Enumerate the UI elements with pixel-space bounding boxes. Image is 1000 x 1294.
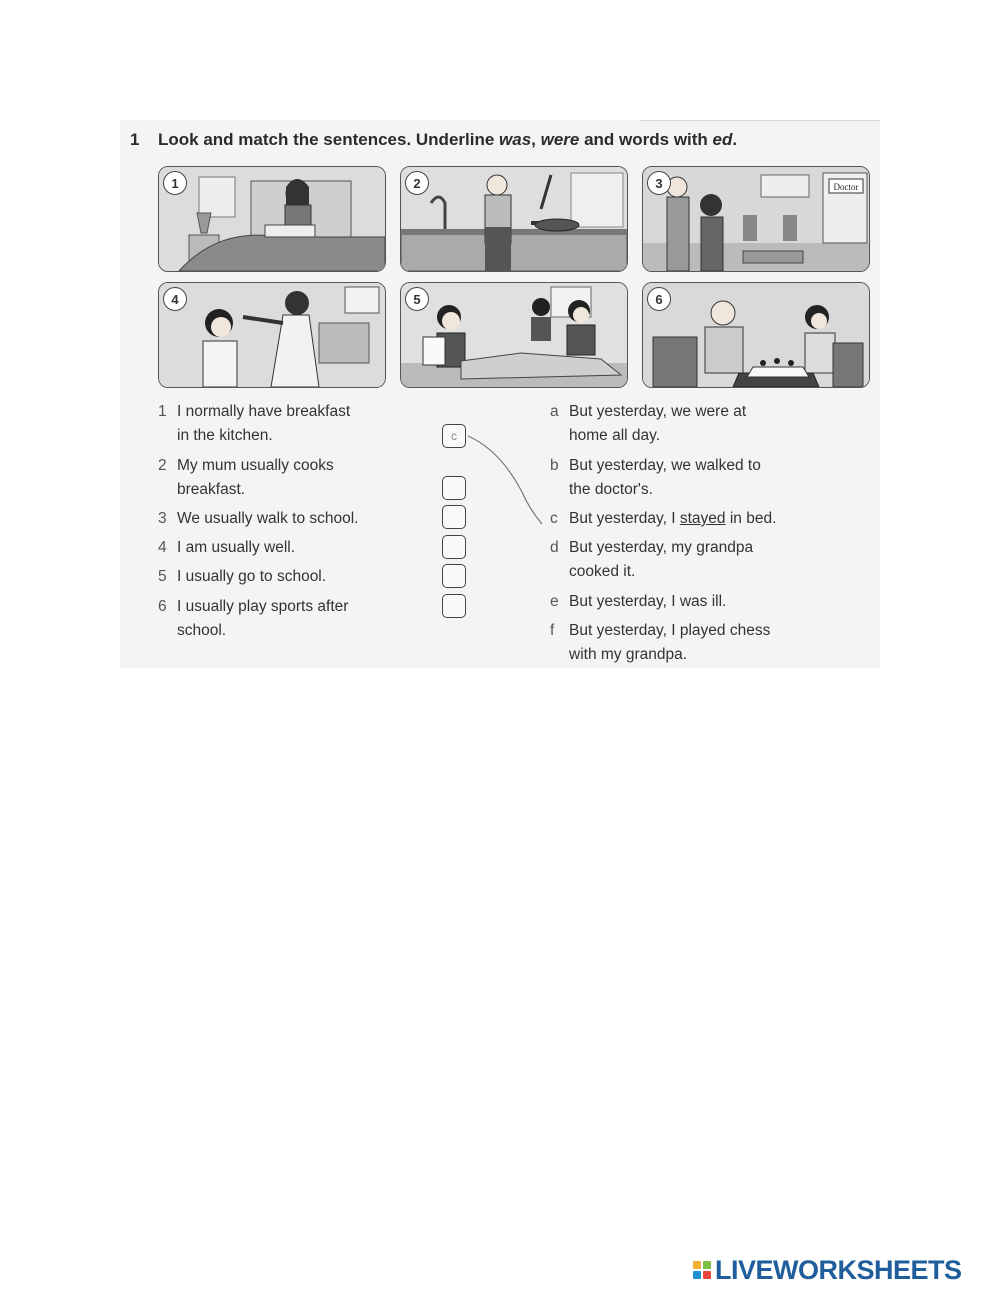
exercise-heading: 1 Look and match the sentences. Underline was, were and words with ed. [130,130,738,149]
answer-box-6[interactable] [442,594,466,618]
right-sentence-f: f But yesterday, I played chess with my grandpa. [550,622,771,663]
picture-panel-2 [400,166,628,272]
right-sentence-b: b But yesterday, we walked to the doctor's. [550,457,761,498]
answer-box-5[interactable] [442,564,466,588]
worksheet [120,120,880,668]
answer-box-1[interactable]: c [442,424,466,448]
doctor-sign: Doctor [833,182,859,192]
right-sentence-c: c But yesterday, I stayed in bed. [550,510,777,527]
left-sentence-4: 4 I am usually well. [158,539,296,556]
right-sentence-d: d But yesterday, my grandpa cooked it. [550,539,754,580]
left-sentence-3: 3 We usually walk to school. [158,510,359,527]
panel-number: 3 [647,171,671,195]
left-sentence-6: 6 I usually play sports after school. [158,598,349,639]
doctor-examining-illustration [159,283,385,387]
answer-box-4[interactable] [442,535,466,559]
logo-mark-icon [693,1261,711,1279]
bed-breakfast-illustration [159,167,385,271]
logo-square [693,1261,701,1269]
chess-grandpa-illustration [643,283,869,387]
divider [640,120,880,121]
waiting-room-illustration [643,167,869,271]
grandpa-cooking-illustration [401,167,627,271]
picture-panel-4 [158,282,386,388]
exercise-number: 1 [130,130,140,149]
classroom-illustration [401,283,627,387]
example-match-line [460,420,550,530]
liveworksheets-logo [693,1256,962,1284]
panel-number: 5 [405,287,429,311]
left-sentence-1: 1 I normally have breakfast in the kitchen. [158,403,351,444]
logo-text: LIVEWORKSHEETS [715,1254,962,1285]
picture-panel-6 [642,282,870,388]
left-sentence-2: 2 My mum usually cooks breakfast. [158,457,334,498]
picture-panel-1 [158,166,386,272]
right-sentence-a: a But yesterday, we were at home all day. [550,403,747,444]
logo-square [703,1261,711,1269]
logo-square [703,1271,711,1279]
right-sentence-e: e But yesterday, I was ill. [550,593,727,610]
picture-panel-3 [642,166,870,272]
panel-number: 6 [647,287,671,311]
logo-square [693,1271,701,1279]
panel-number: 4 [163,287,187,311]
left-sentence-5: 5 I usually go to school. [158,568,327,585]
panel-number: 1 [163,171,187,195]
panel-number: 2 [405,171,429,195]
underlined-word: stayed [679,510,726,527]
picture-panel-5 [400,282,628,388]
